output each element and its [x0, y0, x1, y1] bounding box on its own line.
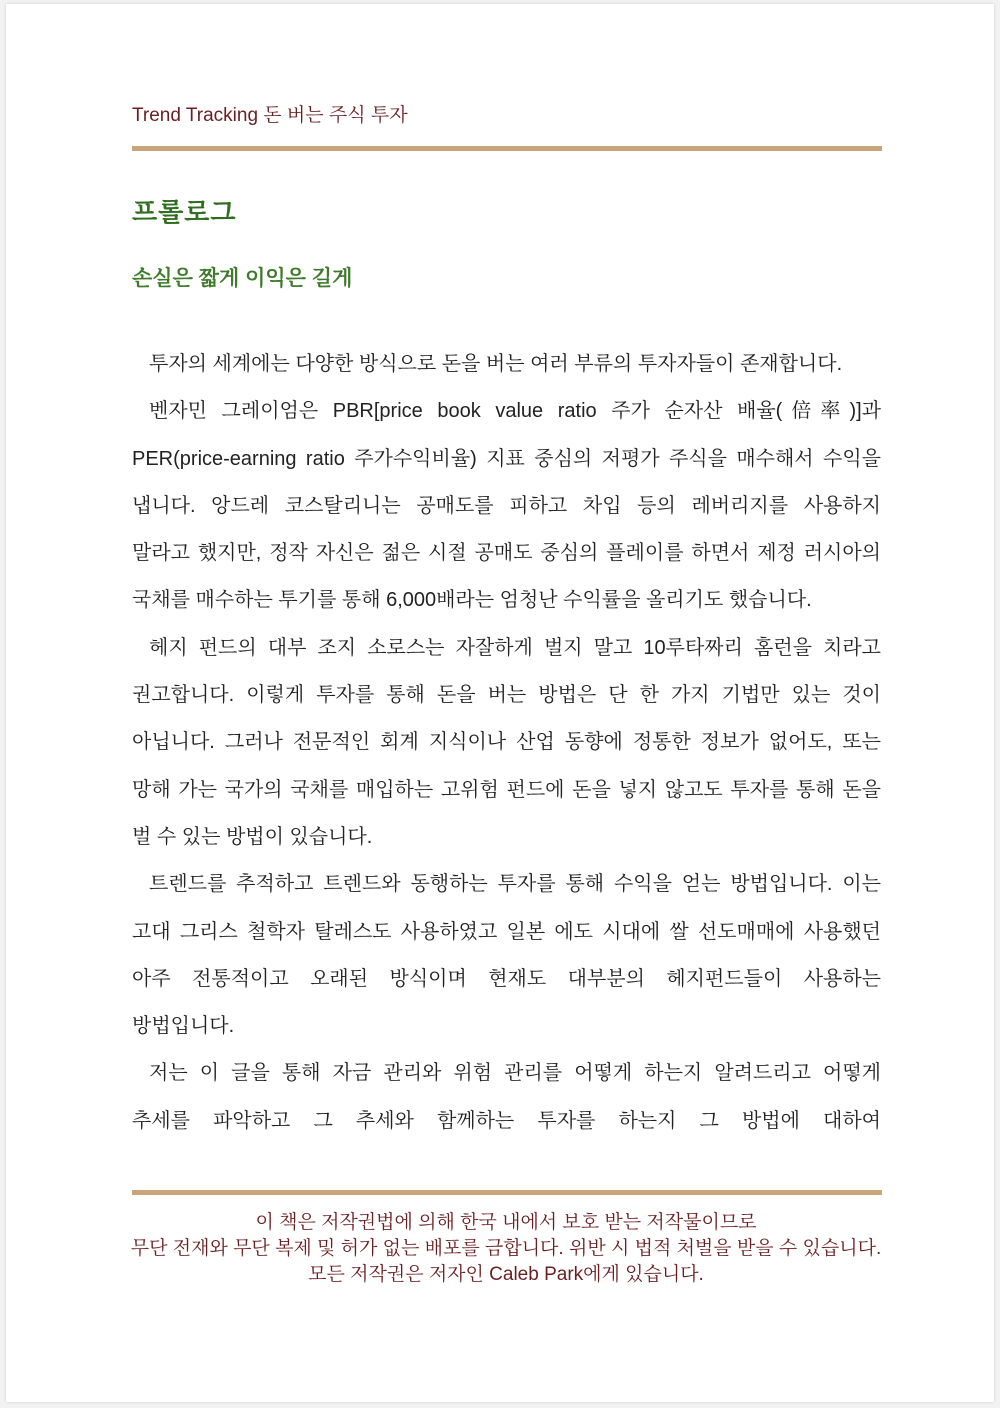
copyright-notice	[106, 1210, 906, 1288]
body-text	[132, 348, 881, 1152]
paragraph-line: 저는 이 글을 통해 자금 관리와 위험 관리를 어떻게 하는지 알려드리고 어떻게	[149, 1062, 881, 1085]
paragraph-line: 투자의 세계에는 다양한 방식으로 돈을 버는 여러 부류의 투자자들이 존재합니다.	[149, 353, 843, 375]
paragraph-line: 방법입니다.	[132, 1015, 235, 1038]
paragraph-line: 권고합니다. 이렇게 투자를 통해 돈을 버는 방법은 단 한 가지 기법만 있는 것이	[132, 684, 881, 707]
paragraph-line: 아주 전통적이고 오래된 방식이며 현재도 대부분의 헤지펀드들이 사용하는	[132, 967, 881, 990]
paragraph-line: 국채를 매수하는 투기를 통해 6,000배라는 엄청난 수익률을 올리기도 했습니다.	[132, 589, 812, 612]
chapter-subtitle: 손실은 짧게 이익은 길게	[132, 267, 353, 290]
paragraph-line: 벌 수 있는 방법이 있습니다.	[132, 825, 373, 848]
paragraph-line: 벤자민 그레이엄은 PBR[price book value ratio 주가 순자산 배율(倍率)]과	[149, 400, 881, 423]
chapter-title: 프롤로그	[132, 197, 237, 227]
paragraph-line: 아닙니다. 그러나 전문적인 회계 지식이나 산업 동향에 정통한 정보가 없어도, 또는	[132, 731, 881, 754]
document-page	[6, 4, 994, 1402]
running-header: Trend Tracking 돈 버는 주식 투자	[132, 105, 408, 126]
paragraph-line: 트렌드를 추적하고 트렌드와 동행하는 투자를 통해 수익을 얻는 방법입니다. 이는	[149, 873, 881, 896]
copyright-line: 무단 전재와 무단 복제 및 허가 없는 배포를 금합니다. 위반 시 법적 처벌을 받을 수 있습니다.	[130, 1238, 882, 1259]
paragraph-line: 냅니다. 앙드레 코스탈리니는 공매도를 피하고 차입 등의 레버리지를 사용하지	[132, 494, 881, 517]
header-rule	[132, 146, 882, 151]
paragraph-line: 추세를 파악하고 그 추세와 함께하는 투자를 하는지 그 방법에 대하여	[132, 1109, 881, 1132]
footer-rule	[132, 1190, 882, 1195]
paragraph-line: 말라고 했지만, 정작 자신은 젊은 시절 공매도 중심의 플레이를 하면서 제정 러시아의	[132, 542, 881, 565]
copyright-line: 모든 저작권은 저자인 Caleb Park에게 있습니다.	[308, 1264, 704, 1285]
paragraph-line: 망해 가는 국가의 국채를 매입하는 고위험 펀드에 돈을 넣지 않고도 투자를 통해 돈을	[132, 778, 881, 801]
paragraph-line: PER(price-earning ratio 주가수익비율) 지표 중심의 저평가 주식을 매수해서 수익을	[132, 447, 881, 470]
paragraph-line: 고대 그리스 철학자 탈레스도 사용하였고 일본 에도 시대에 쌀 선도매매에 사용했던	[132, 920, 881, 943]
copyright-line: 이 책은 저작권법에 의해 한국 내에서 보호 받는 저작물이므로	[255, 1212, 757, 1233]
paragraph-line: 헤지 펀드의 대부 조지 소로스는 자잘하게 벌지 말고 10루타짜리 홈런을 치라고	[149, 636, 881, 659]
